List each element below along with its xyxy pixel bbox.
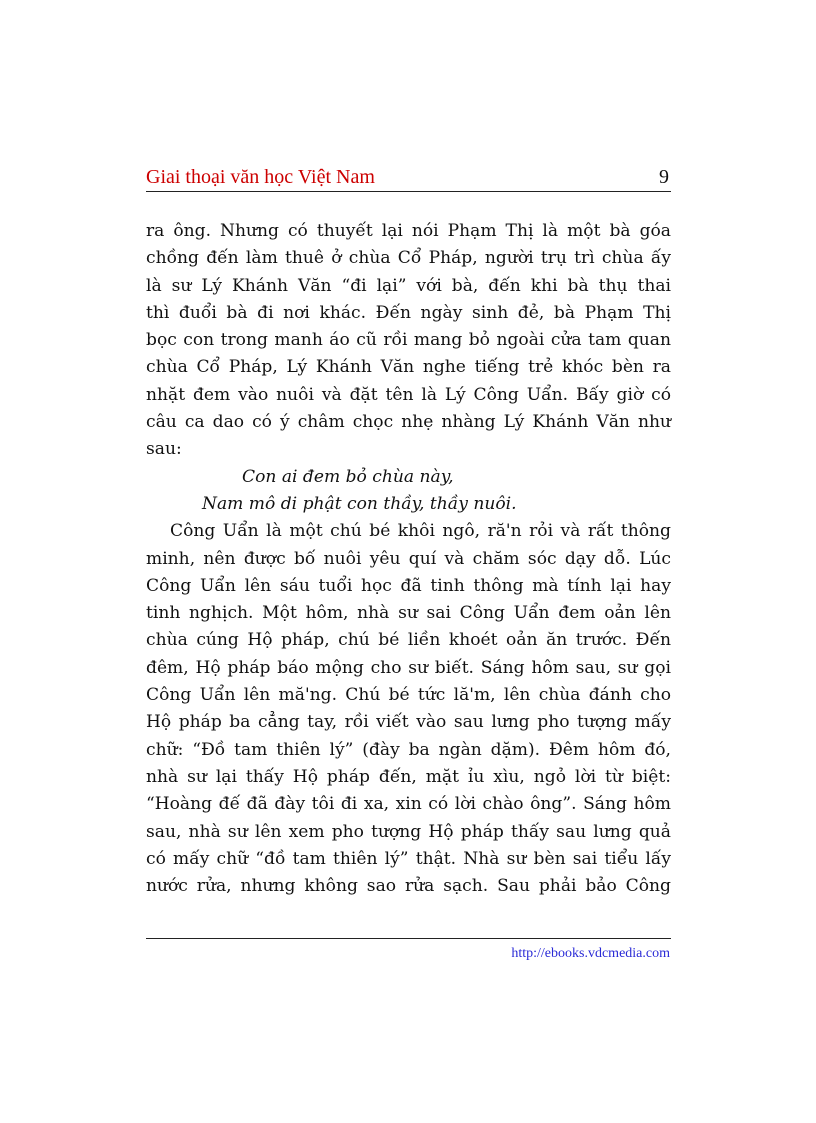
text-line: Công Uẩn lên sáu tuổi học đã tinh thông mà tính lại hay xyxy=(146,575,671,596)
footer-divider xyxy=(146,938,671,939)
text-line: Công Uẩn lên mă'ng. Chú bé tức lă'm, lên chùa đánh cho xyxy=(146,685,671,706)
text-line: nhặt đem vào nuôi và đặt tên là Lý Công Uẩn. Bấy giờ có xyxy=(146,384,671,405)
text-line: đêm, Hộ pháp báo mộng cho sư biết. Sáng hôm sau, sư gọi xyxy=(146,657,671,678)
text-line: thì đuổi bà đi nơi khác. Đến ngày sinh đẻ, bà Phạm Thị xyxy=(146,302,671,323)
text-line: có mấy chữ “đồ tam thiên lý” thật. Nhà sư bèn sai tiểu lấy xyxy=(146,848,671,869)
book-title: Giai thoại văn học Việt Nam xyxy=(146,166,375,188)
page-header xyxy=(146,165,671,192)
text-line: sau, nhà sư lên xem pho tượng Hộ pháp thấy sau lưng quả xyxy=(146,821,671,842)
text-line: chữ: “Đồ tam thiên lý” (đày ba ngàn dặm). Đêm hôm đó, xyxy=(146,739,671,760)
text-line: “Hoàng đế đã đày tôi đi xa, xin có lời chào ông”. Sáng hôm xyxy=(146,794,671,815)
text-line: chồng đến làm thuê ở chùa Cổ Pháp, người trụ trì chùa ấy xyxy=(146,248,671,269)
text-line: nước rửa, nhưng không sao rửa sạch. Sau phải bảo Công xyxy=(146,876,671,897)
text-line: chùa Cổ Pháp, Lý Khánh Văn nghe tiếng trẻ khóc bèn ra xyxy=(146,357,671,378)
page-number: 9 xyxy=(659,166,669,188)
poem-line: Nam mô di phật con thầy, thầy nuôi. xyxy=(202,493,517,514)
text-line: minh, nên được bố nuôi yêu quí và chăm sóc dạy dỗ. Lúc xyxy=(146,548,671,569)
text-line: câu ca dao có ý châm chọc nhẹ nhàng Lý Khánh Văn như xyxy=(146,412,671,433)
text-line: ra ông. Nhưng có thuyết lại nói Phạm Thị là một bà góa xyxy=(146,221,671,241)
text-line: chùa cúng Hộ pháp, chú bé liền khoét oản ăn trước. Đến xyxy=(146,630,671,651)
text-line: tinh nghịch. Một hôm, nhà sư sai Công Uẩn đem oản lên xyxy=(146,603,671,624)
text-line: Công Uẩn là một chú bé khôi ngô, ră'n rỏi và rất thông xyxy=(170,521,671,542)
text-line: bọc con trong manh áo cũ rồi mang bỏ ngoài cửa tam quan xyxy=(146,330,671,351)
body-text xyxy=(146,218,671,900)
poem-line: Con ai đem bỏ chùa này, xyxy=(242,466,454,487)
text-line: nhà sư lại thấy Hộ pháp đến, mặt ỉu xìu, ngỏ lời từ biệt: xyxy=(146,766,671,787)
text-line: sau: xyxy=(146,439,182,460)
footer-link[interactable]: http://ebooks.vdcmedia.com xyxy=(511,946,670,961)
text-line: Hộ pháp ba cẳng tay, rồi viết vào sau lưng pho tượng mấy xyxy=(146,712,671,733)
text-line: là sư Lý Khánh Văn “đi lại” với bà, đến khi bà thụ thai xyxy=(146,275,671,296)
